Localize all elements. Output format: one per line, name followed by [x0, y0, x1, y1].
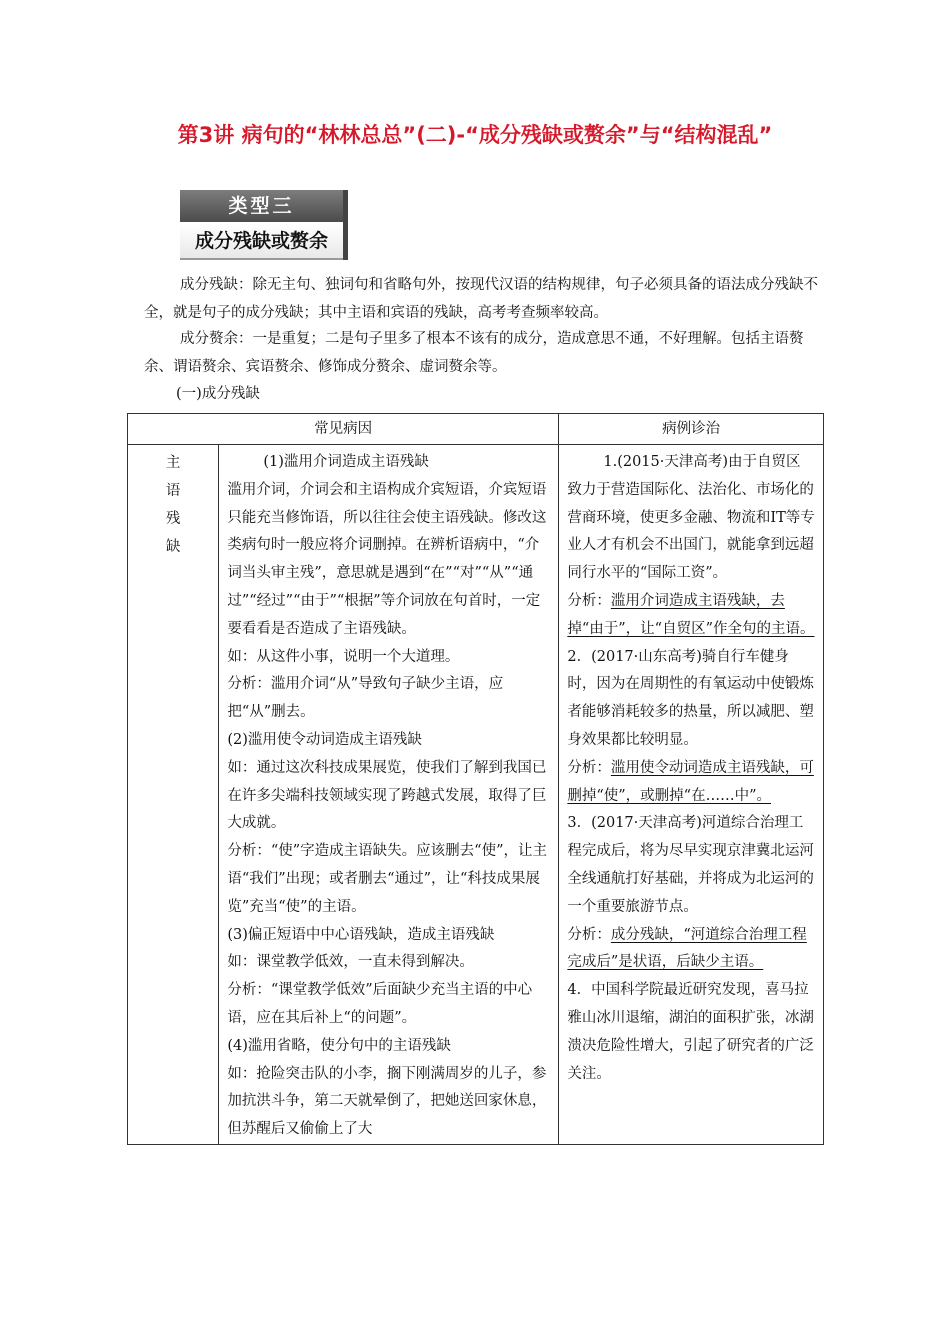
cause-analysis: 分析：“课堂教学低效”后面缺少充当主语的中心语，应在其后补上“的问题”。 [227, 982, 533, 1026]
cases-cell [559, 445, 824, 1145]
cause-analysis: 分析：滥用介词“从”导致句子缺少主语，应把“从”删去。 [227, 676, 504, 721]
cause-example: 如：抢险突击队的小李，搁下刚满周岁的儿子，参加抗洪斗争，第二天就晕倒了，把她送回家休息，但苏醒后又偷偷上了大 [227, 1065, 547, 1138]
case-text: 3．(2017·天津高考)河道综合治理工程完成后，将为尽早实现京津冀北运河全线通航打好基础，并将成为北运河的一个重要旅游节点。 [567, 815, 814, 915]
header-causes: 常见病因 [128, 414, 559, 445]
case-analysis: 成分残缺，“河道综合治理工程完成后”是状语，后缺少主语。 [567, 926, 807, 971]
section-badge [180, 190, 350, 264]
intro-redundant-definition: 成分赘余：一是重复；二是句子里多了根本不该有的成分，造成意思不通，不好理解。包括主语赘余、谓语赘余、宾语赘余、修饰成分赘余、虚词赘余等。 [144, 331, 804, 375]
cause-heading: (2)滥用使令动词造成主语残缺 [227, 731, 422, 748]
case-analysis-label: 分析： [567, 759, 611, 776]
table-row [128, 445, 824, 1145]
cause-example: 如：通过这次科技成果展览，使我们了解到我国已在许多尖端科技领域实现了跨越式发展，取得了巨大成就。 [227, 759, 547, 832]
diagnosis-table [127, 413, 824, 1145]
case-analysis: 滥用介词造成主语残缺，去掉“由于”，让“自贸区”作全句的主语。 [567, 592, 815, 637]
badge-edge [343, 190, 348, 260]
cause-example: 如：从这件小事，说明一个大道理。 [227, 648, 460, 665]
case-analysis: 滥用使令动词造成主语残缺，可删掉“使”，或删掉“在……中”。 [567, 759, 814, 804]
cause-heading: (1)滥用介词造成主语残缺 [263, 454, 429, 470]
case-text: 1.(2015·天津高考)由于自贸区致力于营造国际化、法治化、市场化的营商环境，使更多金融、物流和IT等专业人才有机会不出国门，就能拿到远超同行水平的“国际工资”。 [567, 454, 815, 582]
table-header-row [128, 414, 824, 445]
cause-example: 如：课堂教学低效，一直未得到解决。 [227, 954, 474, 971]
case-analysis-label: 分析： [567, 926, 611, 943]
cause-heading: (4)滥用省略，使分句中的主语残缺 [227, 1037, 451, 1054]
category-char: 缺 [165, 539, 181, 555]
cause-explanation: 滥用介词，介词会和主语构成介宾短语，介宾短语只能充当修饰语，所以往往会使主语残缺。修改这类病句时一般应将介词删掉。在辨析语病中，“介词当头审主残”，意思就是遇到“在”“对”“从”“通过”“经过”“由于”“根据”等介词放在句首时，一定要看看是否造成了主语残缺。 [227, 481, 547, 637]
badge-topic-label: 成分残缺或赘余 [180, 224, 343, 260]
header-cases: 病例诊治 [559, 414, 824, 445]
case-text: 2．(2017·山东高考)骑自行车健身时，因为在周期性的有氧运动中使锻炼者能够消耗较多的热量，所以减肥、塑身效果都比较明显。 [567, 648, 814, 748]
case-analysis-label: 分析： [567, 592, 611, 609]
cause-heading: (3)偏正短语中中心语残缺，造成主语残缺 [227, 926, 495, 943]
page-title: 第3讲 病句的“林林总总”(二)-“成分残缺或赘余”与“结构混乱” [177, 123, 773, 147]
intro-missing-definition: 成分残缺：除无主句、独词句和省略句外，按现代汉语的结构规律，句子必须具备的语法成分残缺不全，就是句子的成分残缺；其中主语和宾语的残缺，高考考查频率较高。 [144, 277, 818, 321]
badge-type-label: 类型三 [180, 190, 343, 222]
category-char: 残 [165, 511, 181, 527]
case-text: 4．中国科学院最近研究发现，喜马拉雅山冰川退缩，湖泊的面积扩张，冰湖溃决危险性增大，引起了研究者的广泛关注。 [567, 982, 814, 1082]
category-cell [128, 445, 219, 1145]
category-char: 语 [165, 483, 181, 499]
cause-analysis: 分析：“使”字造成主语缺失。应该删去“使”，让主语“我们”出现；或者删去“通过”，让“科技成果展览”充当“使”的主语。 [227, 843, 547, 915]
causes-cell [219, 445, 559, 1145]
category-char: 主 [165, 455, 181, 471]
subsection-heading: (一)成分残缺 [176, 386, 260, 402]
